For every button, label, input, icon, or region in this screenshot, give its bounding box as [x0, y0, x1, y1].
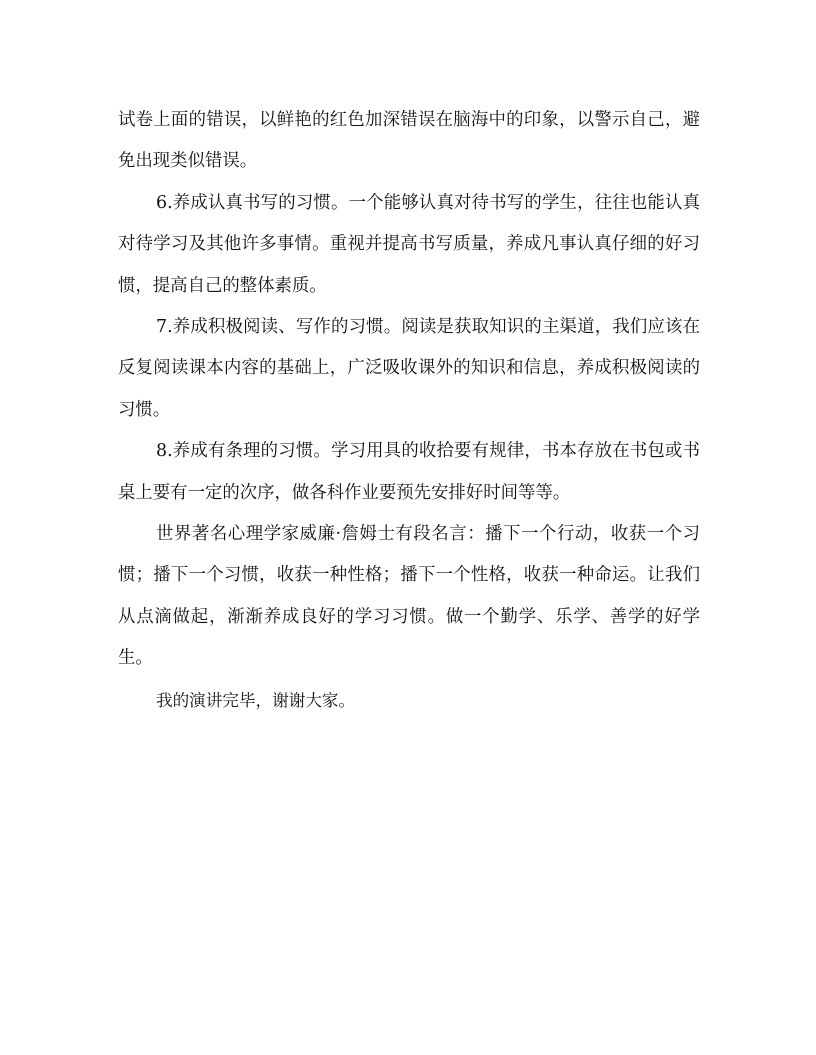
paragraph-habit-7: 7.养成积极阅读、写作的习惯。阅读是获取知识的主渠道，我们应该在反复阅读课本内容的基础上，广泛吸收课外的知识和信息，养成积极阅读的习惯。 — [118, 317, 700, 420]
paragraph-habit-6: 6.养成认真书写的习惯。一个能够认真对待书写的学生，往往也能认真对待学习及其他许多事情。重视并提高书写质量，养成凡事认真仔细的好习惯，提高自己的整体素质。 — [118, 192, 700, 296]
paragraph-continuation: 试卷上面的错误，以鲜艳的红色加深错误在脑海中的印象，以警示自己，避免出现类似错误。 — [118, 110, 700, 172]
paragraph-habit-8: 8.养成有条理的习惯。学习用具的收拾要有规律，书本存放在书包或书桌上要有一定的次序，做各科作业要预先安排好时间等等。 — [118, 441, 700, 503]
paragraph-closing: 我的演讲完毕，谢谢大家。 — [156, 690, 356, 710]
paragraph-quote: 世界著名心理学家威廉·詹姆士有段名言：播下一个行动，收获一个习惯；播下一个习惯，收获一种性格；播下一个性格，收获一种命运。让我们从点滴做起，渐渐养成良好的学习习惯。做一个勤学、乐学、善学的好学生。 — [118, 524, 700, 669]
document-body — [118, 100, 700, 721]
